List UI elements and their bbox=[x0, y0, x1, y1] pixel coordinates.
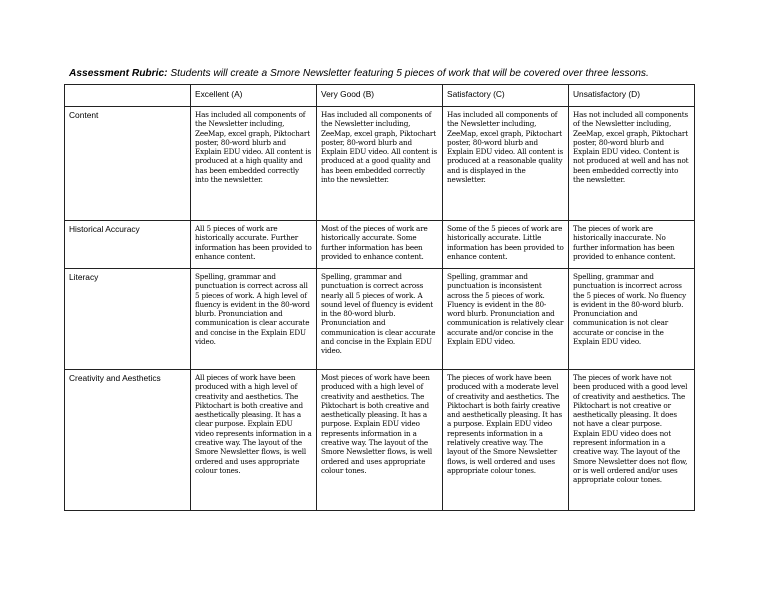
header-blank bbox=[65, 85, 191, 107]
header-unsatisfactory: Unsatisfactory (D) bbox=[569, 85, 695, 107]
cell: Has included all components of the Newsletter including, ZeeMap, excel graph, Piktochart poster, 80-word blurb and Explain EDU video. All content is produced at a reasonable quality and is displayed in the newsletter. bbox=[443, 107, 569, 221]
cell: Spelling, grammar and punctuation is correct across all 5 pieces of work. A high level of fluency is evident in the 80-word blurb. Pronunciation and communication is clear accurate and concise in the Explain EDU video. bbox=[191, 269, 317, 370]
cell: The pieces of work have been produced with a moderate level of creativity and aesthetics. The Piktochart is both fairly creative and aesthetically pleasing. It has a purpose. Explain EDU video represents information in a relatively creative way. The layout of the Smore Newsletter flows, is well ordered and uses appropriate colour tones. bbox=[443, 370, 569, 511]
header-excellent: Excellent (A) bbox=[191, 85, 317, 107]
criterion-literacy: Literacy bbox=[65, 269, 191, 370]
cell: Most of the pieces of work are historically accurate. Some further information has been provided to enhance content. bbox=[317, 221, 443, 269]
criterion-content: Content bbox=[65, 107, 191, 221]
table-row bbox=[65, 221, 695, 269]
cell: Spelling, grammar and punctuation is inconsistent across the 5 pieces of work. Fluency is evident in the 80-word blurb. Pronunciation and communication is relatively clear accurate and/or concise in the Explain EDU video. bbox=[443, 269, 569, 370]
rubric-table bbox=[64, 84, 695, 511]
cell: Has included all components of the Newsletter including, ZeeMap, excel graph, Piktochart poster, 80-word blurb and Explain EDU video. All content is produced at a good quality and has been embedded correctly into the newsletter. bbox=[317, 107, 443, 221]
title-text: Students will create a Smore Newsletter featuring 5 pieces of work that will be covered over three lessons. bbox=[170, 68, 649, 79]
cell: Spelling, grammar and punctuation is correct across nearly all 5 pieces of work. A sound level of fluency is evident in the 80-word blurb. Pronunciation and communication is clear accurate and concise in the Explain EDU video. bbox=[317, 269, 443, 370]
cell: The pieces of work have not been produced with a good level of creativity and aesthetics. The Piktochart is not creative or aesthetically pleasing. It does not have a clear purpose. Explain EDU video does not represent information in a creative way. The layout of the Smore Newsletter does not flow, or is well ordered and/or uses appropriate colour tones. bbox=[569, 370, 695, 511]
page-title bbox=[69, 68, 709, 79]
cell: The pieces of work are historically inaccurate. No further information has been provided to enhance content. bbox=[569, 221, 695, 269]
header-very-good: Very Good (B) bbox=[317, 85, 443, 107]
criterion-creativity-aesthetics: Creativity and Aesthetics bbox=[65, 370, 191, 511]
title-label: Assessment Rubric: bbox=[69, 68, 168, 79]
cell: Has not included all components of the Newsletter including, ZeeMap, excel graph, Piktochart poster, 80-word blurb and Explain EDU video. Content is not produced at well and has not been embedded correctly into the newsletter. bbox=[569, 107, 695, 221]
header-satisfactory: Satisfactory (C) bbox=[443, 85, 569, 107]
table-row bbox=[65, 269, 695, 370]
header-row bbox=[65, 85, 695, 107]
cell: Some of the 5 pieces of work are historically accurate. Little information has been provided to enhance content. bbox=[443, 221, 569, 269]
cell: Most pieces of work have been produced with a high level of creativity and aesthetics. The Piktochart is both creative and aesthetically pleasing. It has a purpose. Explain EDU video represents information in a creative way. The layout of the Smore Newsletter flows, is well ordered and uses appropriate colour tones. bbox=[317, 370, 443, 511]
cell: All 5 pieces of work are historically accurate. Further information has been provided to enhance content. bbox=[191, 221, 317, 269]
cell: Has included all components of the Newsletter including, ZeeMap, excel graph, Piktochart poster, 80-word blurb and Explain EDU video. All content is produced at a high quality and has been embedded correctly into the newsletter. bbox=[191, 107, 317, 221]
cell: All pieces of work have been produced with a high level of creativity and aesthetics. The Piktochart is both creative and aesthetically pleasing. It has a clear purpose. Explain EDU video represents information in a creative way. The layout of the Smore Newsletter flows, is well ordered and uses appropriate colour tones. bbox=[191, 370, 317, 511]
table-row bbox=[65, 107, 695, 221]
table-row bbox=[65, 370, 695, 511]
cell: Spelling, grammar and punctuation is incorrect across the 5 pieces of work. No fluency is evident in the 80-word blurb. Pronunciation and communication is not clear accurate or concise in the Explain EDU video. bbox=[569, 269, 695, 370]
criterion-historical-accuracy: Historical Accuracy bbox=[65, 221, 191, 269]
